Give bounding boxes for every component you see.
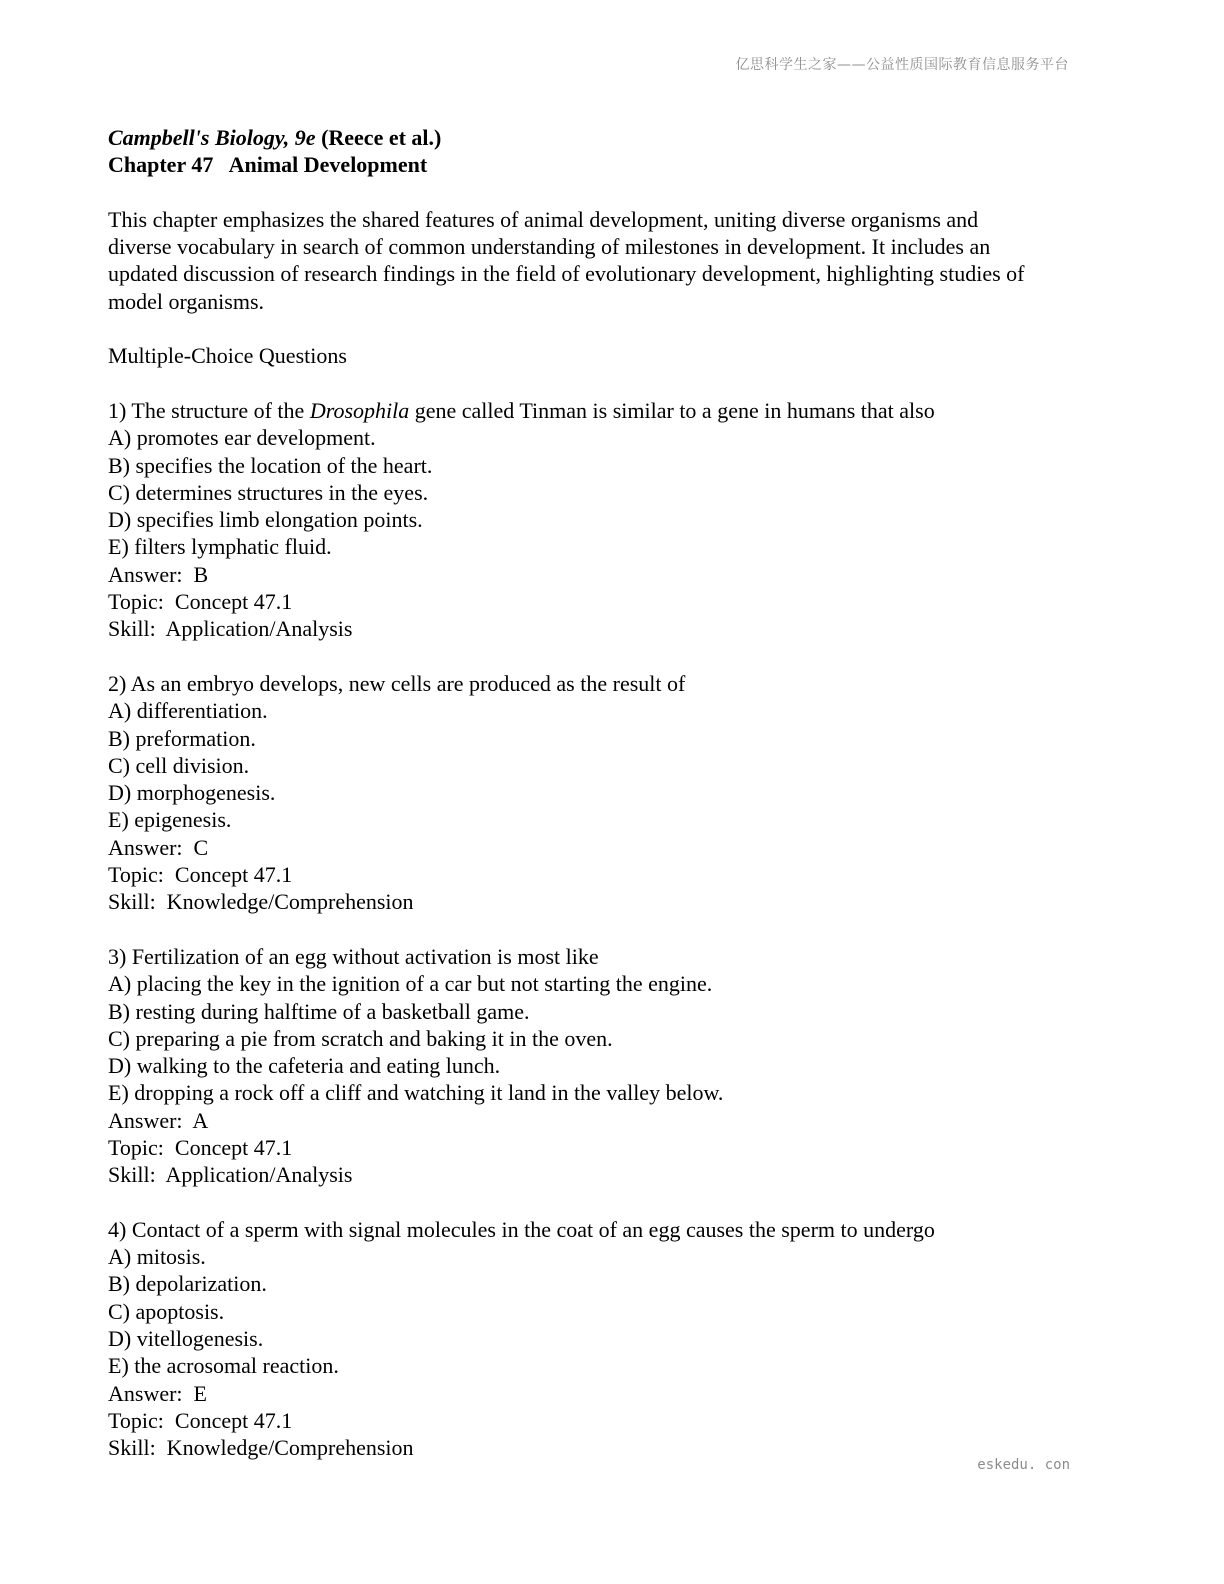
question-stem: 4) Contact of a sperm with signal molecules in the coat of an egg causes the sperm to undergo [108, 1216, 935, 1242]
answer-option: E) filters lymphatic fluid. [108, 534, 332, 560]
footer-watermark: eskedu. con [977, 1457, 1070, 1473]
question-stem-part: 1) The structure of the [108, 397, 310, 423]
intro-line: model organisms. [108, 288, 265, 314]
answer-option: B) preformation. [108, 725, 256, 751]
answer-option: A) differentiation. [108, 698, 268, 724]
book-title: Campbell's Biology, 9e [108, 125, 316, 150]
answer-option: C) apoptosis. [108, 1298, 225, 1324]
intro-line: This chapter emphasizes the shared features of animal development, uniting diverse organisms and [108, 206, 979, 232]
answer-option: D) specifies limb elongation points. [108, 507, 423, 533]
question-stem-italic: Drosophila [309, 397, 410, 423]
intro-line: updated discussion of research findings in the field of evolutionary development, highlighting studies of [108, 261, 1025, 287]
answer-option: D) vitellogenesis. [108, 1326, 264, 1352]
book-title-line [108, 124, 1108, 151]
section-heading: Multiple-Choice Questions [108, 343, 347, 369]
question-topic: Topic: Concept 47.1 [108, 589, 293, 615]
question-stem [108, 397, 1108, 424]
question-skill: Skill: Knowledge/Comprehension [108, 1435, 414, 1461]
question-1 [108, 397, 1108, 643]
answer-option: E) dropping a rock off a cliff and watching it land in the valley below. [108, 1080, 724, 1106]
question-answer: Answer: A [108, 1107, 209, 1133]
answer-option: A) mitosis. [108, 1244, 206, 1270]
question-4 [108, 1216, 1108, 1462]
question-answer: Answer: E [108, 1380, 207, 1406]
answer-option: B) specifies the location of the heart. [108, 452, 433, 478]
answer-option: B) resting during halftime of a basketball game. [108, 998, 530, 1024]
question-stem: 2) As an embryo develops, new cells are produced as the result of [108, 670, 686, 696]
question-topic: Topic: Concept 47.1 [108, 1407, 293, 1433]
header-watermark: 亿思科学生之家——公益性质国际教育信息服务平台 [735, 57, 1069, 73]
question-topic: Topic: Concept 47.1 [108, 1134, 293, 1160]
answer-option: D) morphogenesis. [108, 780, 276, 806]
answer-option: B) depolarization. [108, 1271, 267, 1297]
answer-option: E) the acrosomal reaction. [108, 1353, 339, 1379]
question-answer: Answer: B [108, 561, 209, 587]
question-3 [108, 943, 1108, 1189]
answer-option: A) promotes ear development. [108, 425, 376, 451]
answer-option: A) placing the key in the ignition of a car but not starting the engine. [108, 971, 713, 997]
answer-option: C) determines structures in the eyes. [108, 479, 429, 505]
answer-option: D) walking to the cafeteria and eating lunch. [108, 1053, 501, 1079]
question-stem: 3) Fertilization of an egg without activation is most like [108, 943, 599, 969]
question-skill: Skill: Application/Analysis [108, 1162, 353, 1188]
question-stem-part: gene called Tinman is similar to a gene in humans that also [409, 397, 935, 423]
book-authors: (Reece et al.) [315, 125, 442, 150]
document-body [108, 124, 1108, 1462]
intro-paragraph [108, 206, 1108, 315]
question-answer: Answer: C [108, 834, 209, 860]
intro-line: diverse vocabulary in search of common understanding of milestones in development. It includes an [108, 234, 991, 260]
question-skill: Skill: Application/Analysis [108, 616, 353, 642]
chapter-title: Chapter 47 Animal Development [108, 152, 428, 178]
question-skill: Skill: Knowledge/Comprehension [108, 889, 414, 915]
answer-option: C) preparing a pie from scratch and baking it in the oven. [108, 1025, 613, 1051]
answer-option: C) cell division. [108, 752, 250, 778]
answer-option: E) epigenesis. [108, 807, 232, 833]
question-2 [108, 670, 1108, 916]
question-topic: Topic: Concept 47.1 [108, 862, 293, 888]
